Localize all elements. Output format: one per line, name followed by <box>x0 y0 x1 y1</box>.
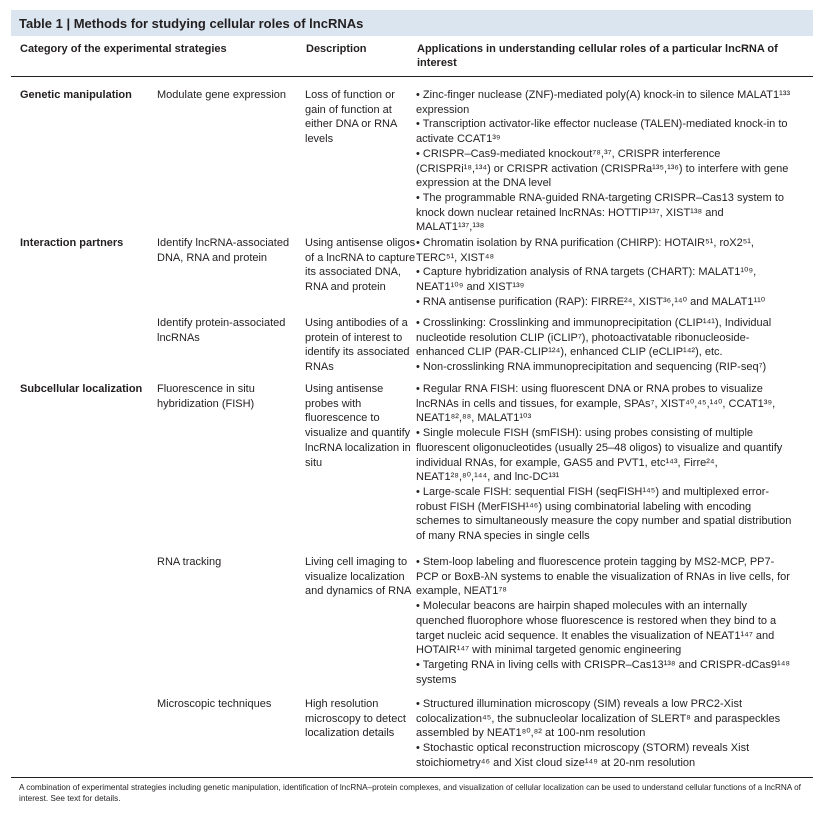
strategy-cell: Microscopic techniques <box>157 698 272 710</box>
applications-cell <box>416 88 794 236</box>
applications-cell <box>416 316 794 382</box>
description-cell: Using antisense oligos of a lncRNA to capture its associated DNA, RNA and protein <box>305 237 416 294</box>
strategy-cell: Identify protein-associated lncRNAs <box>157 317 286 344</box>
application-item: • Regular RNA FISH: using fluorescent DNA or RNA probes to visualize lncRNAs in cells and tissues, for example, SPAs⁷, XIST⁴⁰,⁴⁵,¹⁴⁰, CCAT1³⁹, NEAT1⁸²,⁸⁸, MALAT1¹⁰³ <box>416 383 776 425</box>
application-item: • Structured illumination microscopy (SIM) reveals a low PRC2-Xist colocalization⁴⁵, the subnucleolar localization of SLERT⁸ and paraspeckles assembled by NEAT1⁸⁰,⁸² at 100-nm resolution <box>416 698 781 740</box>
table-header-row <box>11 36 813 77</box>
application-item: • Non-crosslinking RNA immunoprecipitation and sequencing (RIP-seq⁷) <box>416 361 767 374</box>
strategy-cell: Fluorescence in situ hybridization (FISH) <box>157 383 255 410</box>
application-item: • Large-scale FISH: sequential FISH (seqFISH¹⁴⁵) and multiplexed error-robust FISH (MerFISH¹⁴⁶) using combinatorial labeling with encoding schemes to simultaneously measure the copy number and spatial distribution of many RNA species in single cells <box>416 485 792 543</box>
application-item: • Molecular beacons are hairpin shaped molecules with an internally quenched fluorophore whose fluorescence is restored when they bind to a target nucleic acid sequence. It enables the visualization of NEAT1¹⁴⁷ and HOTAIR¹⁴⁷ with minimal targeted genomic engineering <box>416 600 777 657</box>
application-item: • Capture hybridization analysis of RNA targets (CHART): MALAT1¹⁰⁹, NEAT1¹⁰⁹ and XIST¹³⁹ <box>416 266 757 294</box>
description-cell: Using antisense probes with fluorescence to visualize and quantify lncRNA localization in situ <box>305 383 411 469</box>
application-item: • Stem-loop labeling and fluorescence protein tagging by MS2-MCP, PP7-PCP or BoxB-λN systems to enable the visualization of RNAs in live cells, for example, NEAT1⁷⁸ <box>416 556 790 598</box>
application-item: • Targeting RNA in living cells with CRISPR–Cas13¹³⁸ and CRISPR-dCas9¹⁴⁸ systems <box>416 658 791 686</box>
strategy-cell: Identify lncRNA-associated DNA, RNA and protein <box>157 237 290 264</box>
applications-cell <box>416 382 794 555</box>
application-item: • Stochastic optical reconstruction microscopy (STORM) reveals Xist stoichiometry⁴⁶ and Xist cloud size¹⁴⁹ at 20-nm resolution <box>416 742 750 769</box>
applications-cell <box>416 697 794 771</box>
description-cell: Loss of function or gain of function at either DNA or RNA levels <box>305 89 397 146</box>
description-cell: Living cell imaging to visualize localization and dynamics of RNA <box>305 556 412 598</box>
table-row <box>11 316 813 382</box>
header-description: Description <box>306 43 367 55</box>
strategy-cell: RNA tracking <box>157 556 222 568</box>
section-name: Subcellular localization <box>20 383 143 395</box>
application-item: • RNA antisense purification (RAP): FIRRE²⁴, XIST³⁶,¹⁴⁰ and MALAT1¹¹⁰ <box>416 295 766 308</box>
section-name: Interaction partners <box>20 237 124 249</box>
applications-cell <box>416 236 794 316</box>
applications-cell <box>416 555 794 697</box>
table-row <box>11 555 813 697</box>
header-category: Category of the experimental strategies <box>20 43 227 55</box>
description-cell: High resolution microscopy to detect localization details <box>305 698 406 740</box>
table-frame <box>11 10 813 804</box>
strategy-cell: Modulate gene expression <box>157 89 287 101</box>
application-item: • Zinc-finger nuclease (ZNF)-mediated poly(A) knock-in to silence MALAT1¹³³ expression <box>416 89 791 116</box>
application-item: • Single molecule FISH (smFISH): using probes consisting of multiple fluorescent oligonucleotides (usually 25–48 oligos) to visualize and quantify individual RNAs, for example, GAS5 and PVT1, etc¹⁴³, Firre²⁴, NEAT1²⁸,⁸⁰,¹⁴⁴, and lnc-DC¹³¹ <box>416 427 783 484</box>
table-row <box>11 236 813 316</box>
table-body <box>11 88 813 771</box>
table-row <box>11 88 813 236</box>
table-row <box>11 382 813 555</box>
description-cell: Using antibodies of a protein of interest to identify its associated RNAs <box>305 317 410 374</box>
table-row <box>11 697 813 771</box>
application-item: • Crosslinking: Crosslinking and immunoprecipitation (CLIP¹⁴¹), Individual nucleotide resolution CLIP (iCLIP⁷), photoactivatable ribonucleoside-enhanced CLIP (PAR-CLIP¹²⁴), enhanced CLIP (eCLIP¹⁴²), etc. <box>416 317 772 359</box>
application-item: • Chromatin isolation by RNA purification (CHIRP): HOTAIR⁵¹, roX2⁵¹, TERC⁵¹, XIST⁴⁸ <box>416 237 754 264</box>
table-title: Table 1 | Methods for studying cellular roles of lncRNAs <box>11 10 813 36</box>
application-item: • CRISPR–Cas9-mediated knockout⁷⁸,³⁷, CRISPR interference (CRISPRi¹⁸,¹³⁴) or CRISPR activation (CRISPRa¹³⁵,¹³⁶) to interfere with gene expression at the DNA level <box>416 147 789 190</box>
application-item: • Transcription activator-like effector nuclease (TALEN)-mediated knock-in to activate CCAT1³⁹ <box>416 118 788 146</box>
application-item: • The programmable RNA-guided RNA-targeting CRISPR–Cas13 system to knock down nuclear retained lncRNAs: HOTTIP¹³⁷, XIST¹³⁸ and MALAT1¹³⁷,¹³⁸ <box>416 191 785 234</box>
table-footnote: A combination of experimental strategies including genetic manipulation, identification of lncRNA–protein complexes, and visualization of cellular localization can be used to understand cellular functions of a lncRNA of interest. See text for details. <box>11 777 813 804</box>
section-name: Genetic manipulation <box>20 89 132 101</box>
header-applications: Applications in understanding cellular roles of a particular lncRNA of interest <box>417 43 778 69</box>
